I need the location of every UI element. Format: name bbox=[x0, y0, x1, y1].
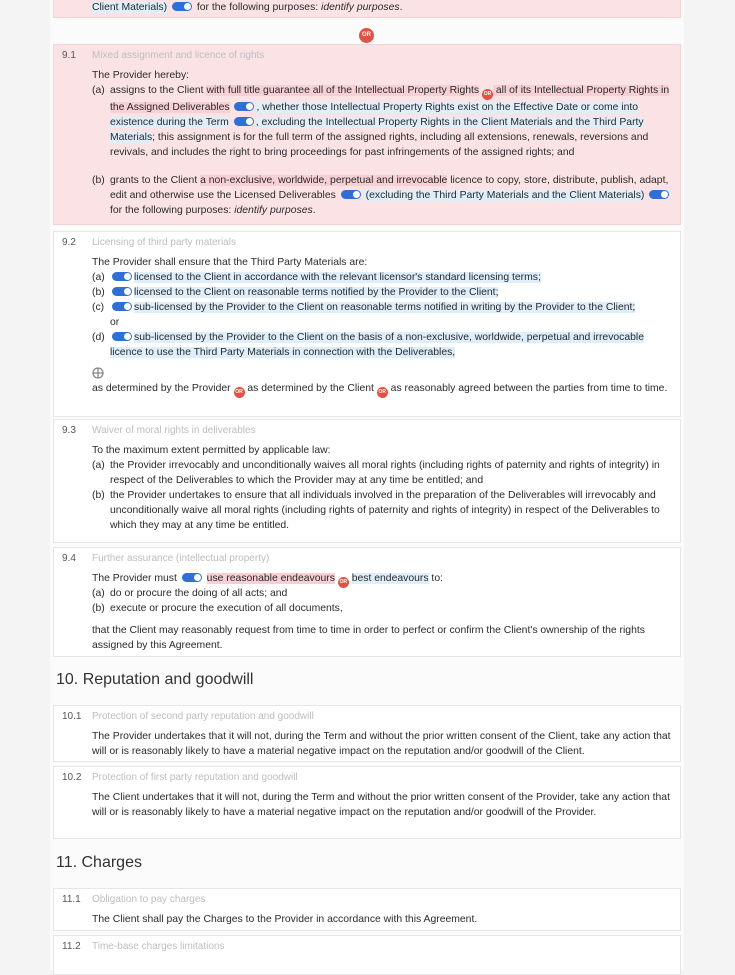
or-badge[interactable]: OR bbox=[234, 387, 245, 398]
list-item: licensed to the Client in accordance with the relevant licensor's standard licensing terms; bbox=[110, 270, 677, 285]
options-icon[interactable] bbox=[92, 367, 104, 379]
option-toggle[interactable] bbox=[182, 573, 202, 582]
option-toggle[interactable] bbox=[112, 272, 132, 281]
clause-9-4-intro: The Provider must use reasonable endeavours OR best endeavours to: bbox=[92, 571, 677, 588]
section-heading-10: 10. Reputation and goodwill bbox=[56, 671, 254, 688]
list-item: sub-licensed by the Provider to the Client on the basis of a non-exclusive, worldwide, perpetual and irrevocable licence to use the Third Party Materials in connection with the Deliverables, bbox=[110, 332, 645, 358]
clause-9-4: 9.4 Further assurance (intellectual property) The Provider must use reasonable endeavours OR best endeavours to: (a) do or procure the doing of all acts; and (b) execute or procure the execution of all documents, that the Client may reasonably request from time to time in order to perfect or confirm the Client's ownership of the rights assigned by this Agreement. bbox=[53, 547, 681, 657]
list-item: sub-licensed by the Provider to the Client on reasonable terms notified in writing by the Provider to the Client; bbox=[110, 300, 677, 315]
or-badge[interactable]: OR bbox=[359, 28, 374, 43]
option-toggle[interactable] bbox=[112, 287, 132, 296]
option-toggle[interactable] bbox=[172, 2, 192, 11]
or-separator[interactable] bbox=[359, 24, 374, 43]
clause-10-2: 10.2 Protection of first party reputation and goodwill The Client undertakes that it will not, during the Term and without the prior written consent of the Provider, take any action that will or is reasonably likely to have a material negative impact on the reputation and/or goodwill of the Provider. bbox=[53, 766, 681, 839]
section-heading-11: 11. Charges bbox=[56, 854, 142, 871]
clause-11-1: 11.1 Obligation to pay charges The Client shall pay the Charges to the Provider in accordance with this Agreement. bbox=[53, 888, 681, 931]
option-toggle[interactable] bbox=[234, 102, 254, 111]
option-toggle[interactable] bbox=[234, 117, 254, 126]
clause-10-1: 10.1 Protection of second party reputation and goodwill The Provider undertakes that it will not, during the Term and without the prior written consent of the Client, take any action that will or is reasonably likely to have a material negative impact on the reputation and/or goodwill of the Client. bbox=[53, 705, 681, 762]
document-page bbox=[50, 0, 684, 970]
clause-9-1-b: grants to the Client a non-exclusive, worldwide, perpetual and irrevocable licence to copy, store, distribute, publish, adapt, edit and otherwise use the Licensed Deliverables (excluding the Third Party Materials and the Client Materials) for the following purposes: identify purposes. bbox=[110, 175, 669, 216]
clause-11-2: 11.2 Time-base charges limitations bbox=[53, 935, 681, 975]
or-badge[interactable]: OR bbox=[377, 387, 388, 398]
list-item: licensed to the Client on reasonable terms notified by the Provider to the Client; bbox=[110, 285, 677, 300]
clause-9-1-a: assigns to the Client with full title guarantee all of the Intellectual Property Rights OR all of its Intellectual Property Rights in the Assigned Deliverables , whether those Intellectual Property Rights exist on the Effective Date or come into existence during the Term , excluding the Intellectual Property Rights in the Client Materials and the Third Party Materials; this assignment is for the full term of the assigned rights, including all extensions, renewals, reversions and revivals, and includes the right to bring proceedings for past infringements of the assigned rights; and bbox=[110, 85, 670, 158]
determination-options: as determined by the Provider OR as determined by the Client OR as reasonably agreed between the parties from time to time. bbox=[92, 381, 677, 398]
or-badge[interactable]: OR bbox=[482, 89, 493, 100]
clause-9-2: 9.2 Licensing of third party materials The Provider shall ensure that the Third Party Materials are: (a) licensed to the Client in accordance with the relevant licensor's standard licensing terms; (b) licensed to the Client on reasonable terms notified by the Provider to the Client; (c) sub-licensed by the Provider to the Client on reasonable terms notified in writing by the Provider to the Client; or (d) sub-licensed by the Provider to the Client on the basis of a non-exclusive, worldwide, perpetual and irrevocable licence to use the Third Party Materials in connection with the Deliverables, as determined by the Provider OR as determined by the Client OR as reasonably agreed between the parties from time to time. bbox=[53, 231, 681, 417]
option-toggle[interactable] bbox=[112, 332, 132, 341]
clause-fragment: Client Materials) for the following purposes: identify purposes. bbox=[53, 0, 681, 18]
option-toggle[interactable] bbox=[341, 190, 361, 199]
clause-9-1: 9.1 Mixed assignment and licence of rights The Provider hereby: (a) assigns to the Client with full title guarantee all of the Intellectual Property Rights OR all of its Intellectual Property Rights in the Assigned Deliverables , whether those Intellectual Property Rights exist on the Effective Date or come into existence during the Term , excluding the Intellectual Property Rights in the Client Materials and the Third Party Materials; this assignment is for the full term of the assigned rights, including all extensions, renewals, reversions and revivals, and includes the right to bring proceedings for past infringements of the assigned rights; and (b) grants to the Client a non-exclusive, worldwide, perpetual and irrevocable licence to copy, store, distribute, publish, adapt, edit and otherwise use the Licensed Deliverables (excluding the Third Party Materials and the Client Materials) for the following purposes: identify purposes. bbox=[53, 44, 681, 225]
option-toggle[interactable] bbox=[112, 302, 132, 311]
option-toggle[interactable] bbox=[649, 190, 669, 199]
or-badge[interactable]: OR bbox=[338, 577, 349, 588]
clause-9-3: 9.3 Waiver of moral rights in deliverables To the maximum extent permitted by applicable law: (a) the Provider irrevocably and unconditionally waives all moral rights (including rights of paternity and rights of integrity) in respect of the Deliverables to which the Provider may at any time be entitled; and (b) the Provider undertakes to ensure that all individuals involved in the preparation of the Deliverables will irrevocably and unconditionally waive all moral rights (including rights of paternity and rights of integrity) in respect of the Deliverables to which they may at any time be entitled. bbox=[53, 419, 681, 543]
